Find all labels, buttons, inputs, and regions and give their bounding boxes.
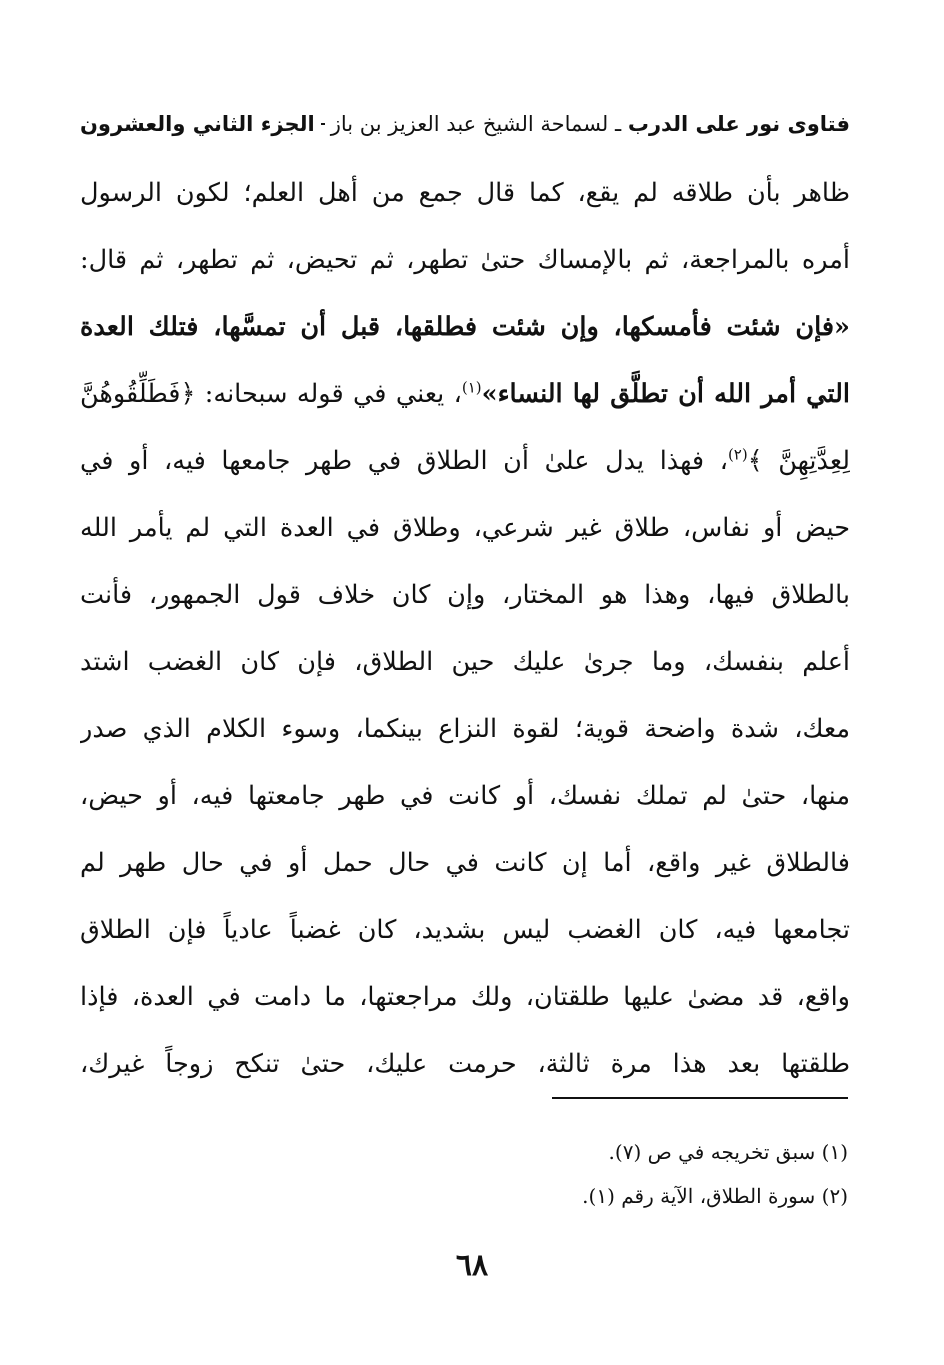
text-line: طلقتها بعد هذا مرة ثالثة، حرمت عليك، حتىٰ تنكح زوجاً غيرك، <box>80 1049 850 1079</box>
header-dash: ـ <box>608 112 628 136</box>
header-rule <box>321 123 325 125</box>
text-line: فالطلاق غير واقع، أما إن كانت في حال حمل أو في حال طهر لم <box>80 848 850 878</box>
footnote-2: (٢) سورة الطلاق، الآية رقم (١). <box>582 1184 848 1208</box>
text-line: ظاهر بأن طلاقه لم يقع، كما قال جمع من أهل العلم؛ لكون الرسول <box>80 178 850 208</box>
footnote-divider <box>552 1097 848 1099</box>
text-line: حيض أو نفاس، طلاق غير شرعي، وطلاق في العدة التي لم يأمر الله <box>80 513 850 543</box>
text-line-bold: «فإن شئت فأمسكها، وإن شئت فطلقها، قبل أن تمسَّها، فتلك العدة <box>80 312 850 342</box>
book-title: فتاوى نور على الدرب <box>627 112 850 136</box>
text-line <box>80 428 850 495</box>
footnotes <box>480 1130 848 1218</box>
volume-label: الجزء الثاني والعشرون <box>80 112 315 136</box>
text-line: بالطلاق فيها، وهذا هو المختار، وإن كان خلاف قول الجمهور، فأنت <box>80 580 850 610</box>
page-number: ٦٨ <box>455 1248 489 1283</box>
footnote-1: (١) سبق تخريجه في ص (٧). <box>608 1140 848 1164</box>
text-segment: ، يعني في قوله سبحانه: ﴿فَطَلِّقُوهُنَّ <box>80 379 462 409</box>
author-name: لسماحة الشيخ عبد العزيز بن باز <box>330 112 609 136</box>
text-line: معك، شدة واضحة قوية؛ لقوة النزاع بينكما، وسوء الكلام الذي صدر <box>80 714 850 744</box>
text-line: منها، حتىٰ لم تملك نفسك، أو كانت في طهر جامعتها فيه، أو حيض، <box>80 781 850 811</box>
text-line: تجامعها فيه، كان الغضب ليس بشديد، كان غضباً عادياً فإن الطلاق <box>80 915 850 945</box>
footnote-ref: (٢) <box>727 445 748 464</box>
text-segment: ، فهذا يدل علىٰ أن الطلاق في طهر جامعها فيه، أو في <box>80 446 728 476</box>
quran-verse: لِعِدَّتِهِنَّ ﴾ <box>747 446 850 476</box>
footnote-ref: (١) <box>461 378 482 397</box>
running-header <box>80 106 850 142</box>
text-line: أعلم بنفسك، وما جرىٰ عليك حين الطلاق، فإن كان الغضب اشتد <box>80 647 850 677</box>
main-text <box>80 160 850 1098</box>
hadith-quote: التي أمر الله أن تطلَّق لها النساء» <box>481 379 850 409</box>
text-line: واقع، قد مضىٰ عليها طلقتان، ولك مراجعتها، ما دامت في العدة، فإذا <box>80 982 850 1012</box>
text-line <box>80 361 850 428</box>
text-line: أمره بالمراجعة، ثم بالإمساك حتىٰ تطهر، ثم تحيض، ثم تطهر، ثم قال: <box>80 245 850 275</box>
